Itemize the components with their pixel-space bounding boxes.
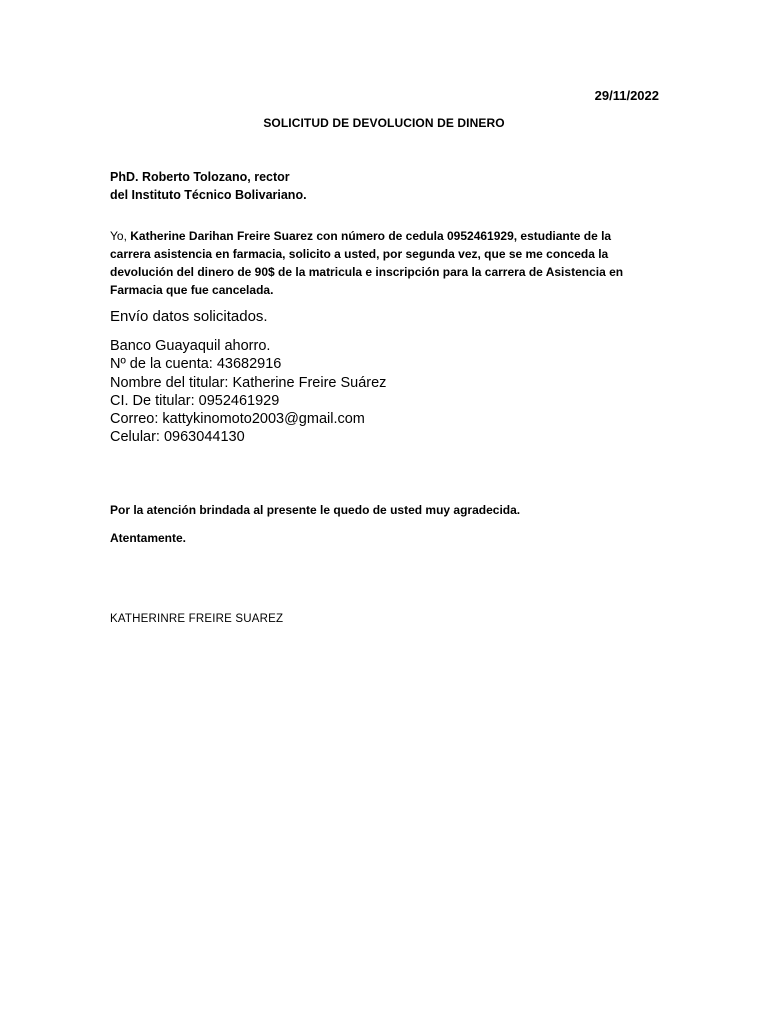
holder-id: CI. De titular: 0952461929 bbox=[110, 392, 280, 409]
regards-line: Atentamente. bbox=[110, 531, 187, 545]
requester-name: Katherine Darihan Freire Suarez bbox=[130, 229, 313, 243]
account-number: Nº de la cuenta: 43682916 bbox=[110, 356, 282, 373]
account-holder: Nombre del titular: Katherine Freire Suárez bbox=[110, 374, 387, 391]
bank-details bbox=[110, 337, 386, 447]
holder-email: Correo: kattykinomoto2003@gmail.com bbox=[110, 411, 365, 428]
bank-name: Banco Guayaquil ahorro. bbox=[110, 338, 271, 354]
letter-title: SOLICITUD DE DEVOLUCION DE DINERO bbox=[263, 116, 505, 130]
recipient-block bbox=[110, 168, 307, 204]
letter-date: 29/11/2022 bbox=[594, 88, 659, 103]
request-paragraph bbox=[110, 227, 630, 299]
closing-line: Por la atención brindada al presente le quedo de usted muy agradecida. bbox=[110, 503, 521, 517]
holder-phone: Celular: 0963044130 bbox=[110, 429, 245, 446]
recipient-line-1: PhD. Roberto Tolozano, rector bbox=[110, 170, 290, 184]
request-prefix: Yo, bbox=[110, 229, 131, 243]
recipient-line-2: del Instituto Técnico Bolivariano. bbox=[110, 188, 307, 202]
request-text: con número de cedula 0952461929, estudiante de la carrera asistencia en farmacia, solicito a usted, por segunda vez, que se me conceda la devolución del dinero de 90$ de la matricula e inscripción para la carrera de Asistencia en Farmacia que fue cancelada. bbox=[110, 229, 624, 297]
signature-name: KATHERINRE FREIRE SUAREZ bbox=[110, 613, 284, 625]
data-intro: Envío datos solicitados. bbox=[110, 308, 268, 325]
